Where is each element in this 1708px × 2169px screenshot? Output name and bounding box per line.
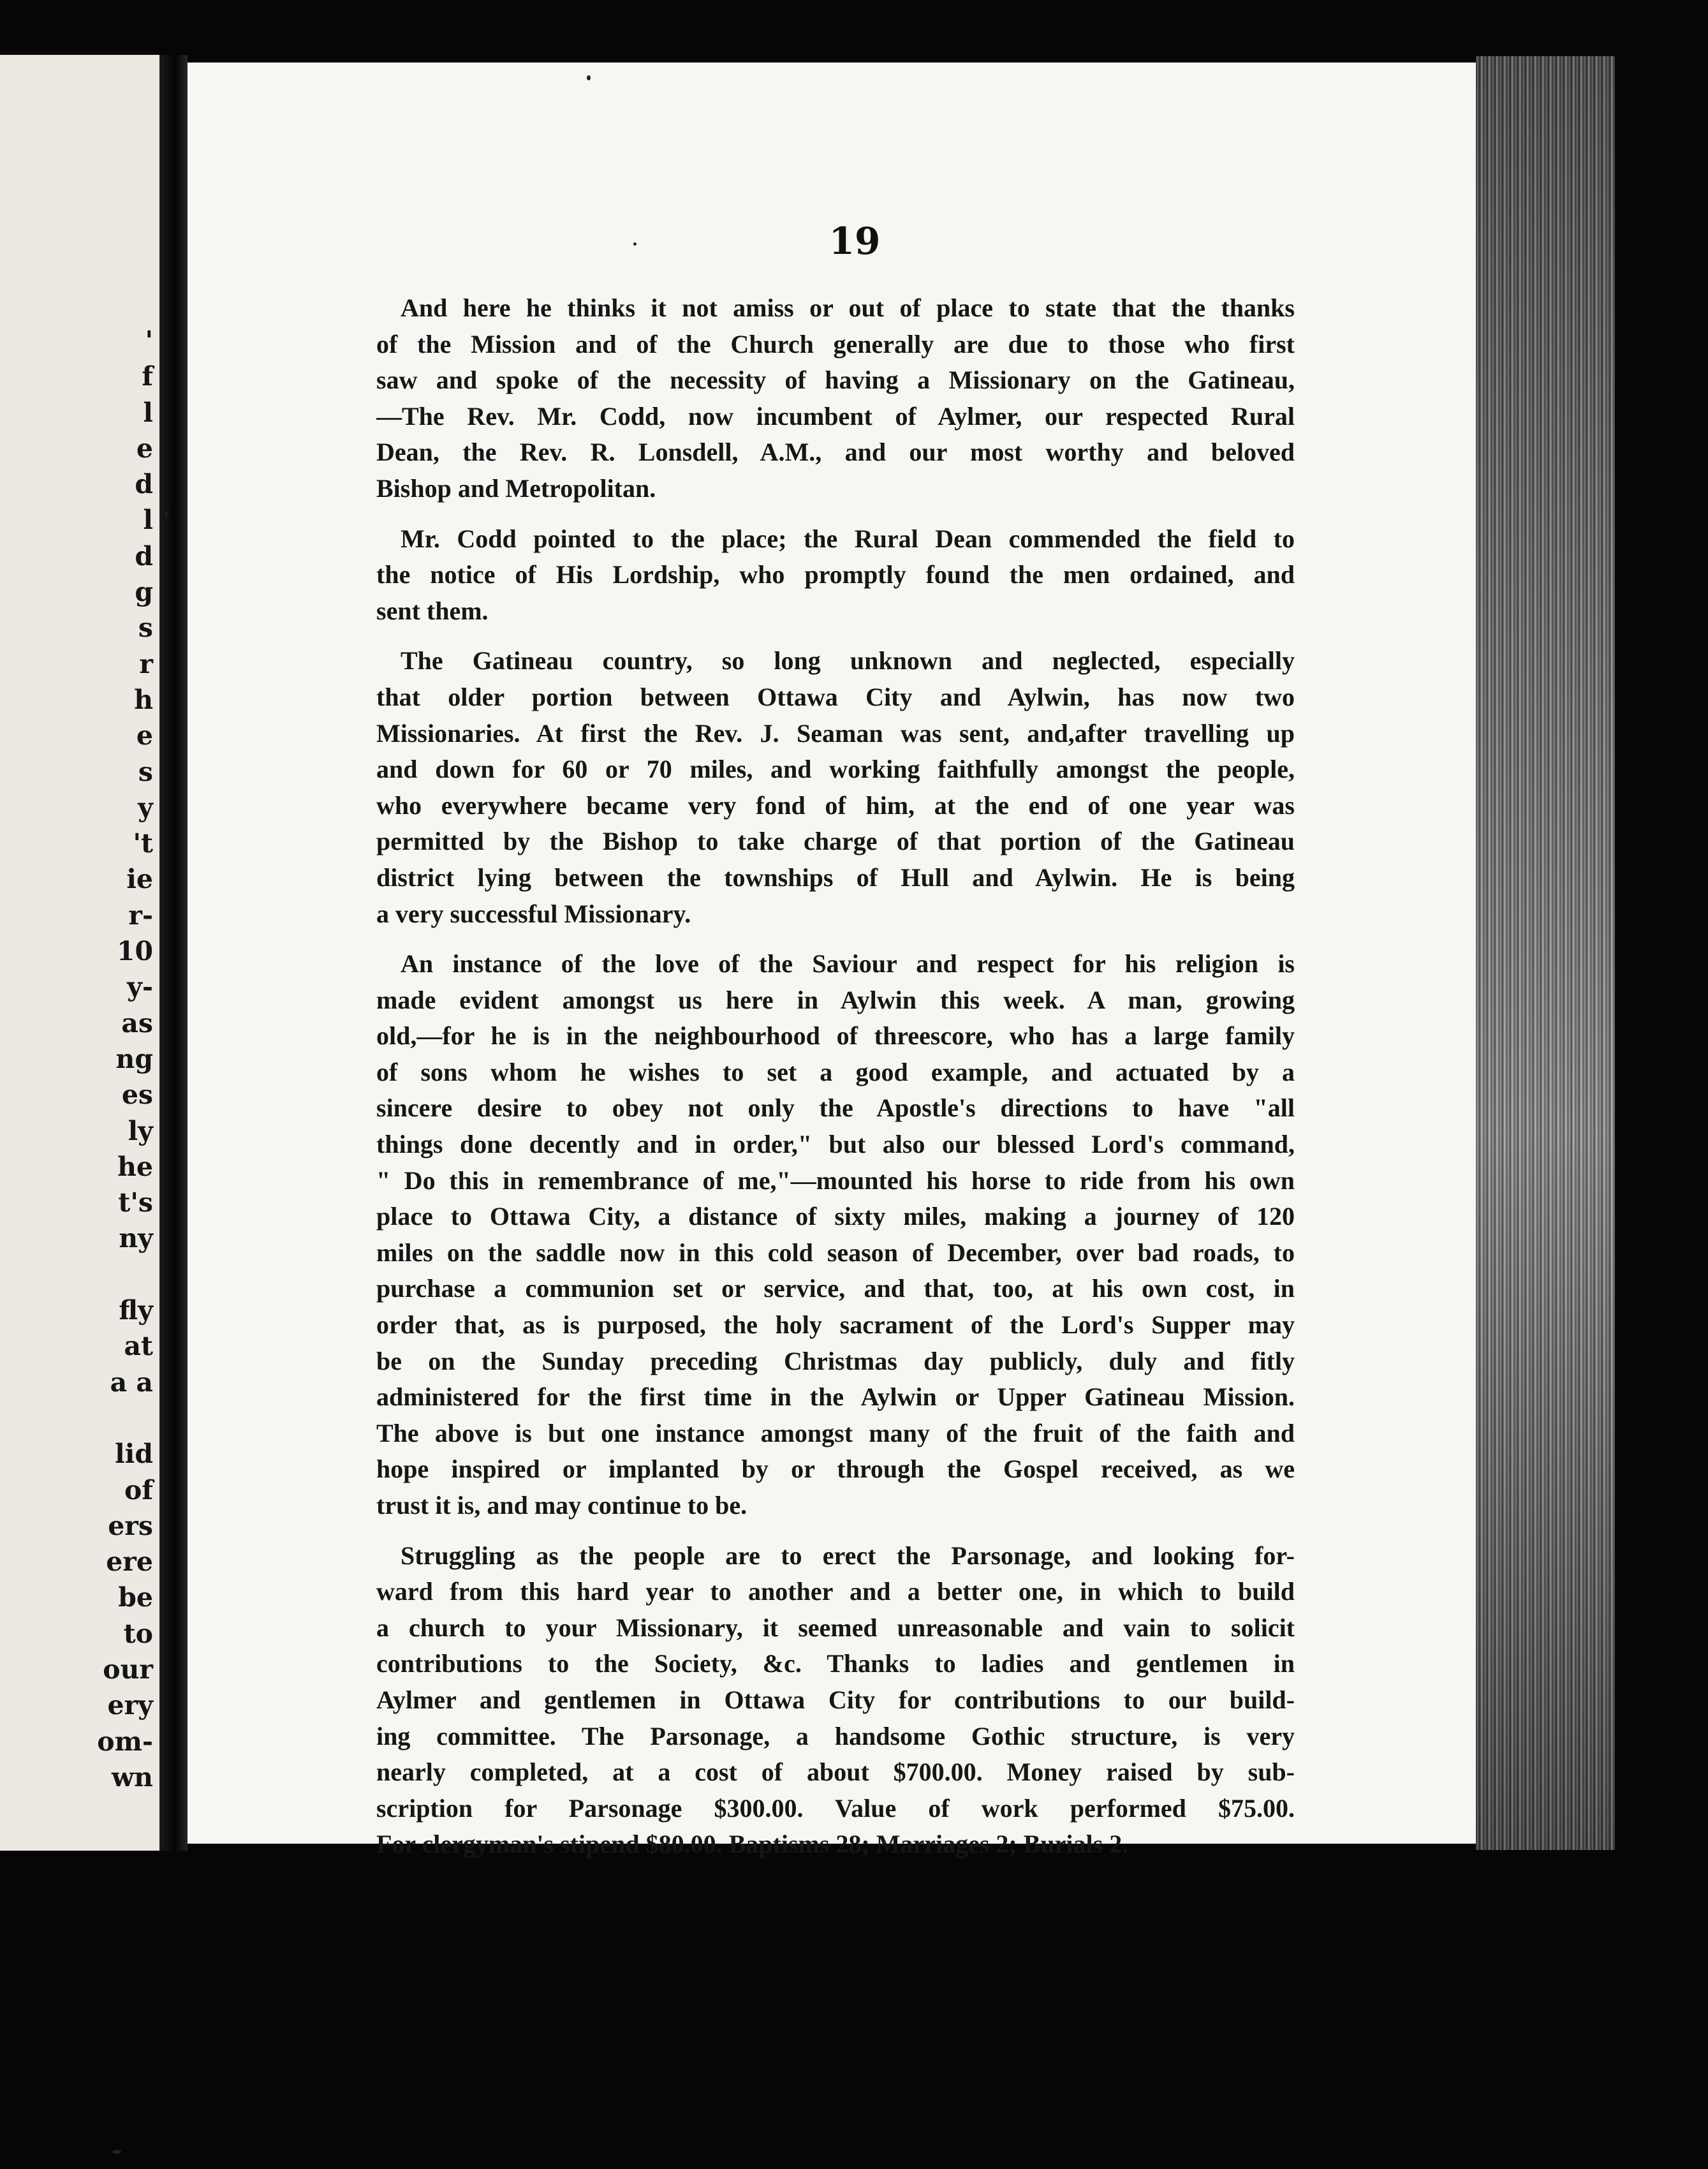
left-page-line-fragment: fly: [119, 1295, 153, 1326]
left-page-line-fragment: 10: [116, 936, 153, 967]
text-line: place to Ottawa City, a distance of sixty miles, making a journey of 120: [376, 1202, 1295, 1231]
paragraph: [376, 290, 1295, 507]
text-line: trust it is, and may continue to be.: [376, 1491, 747, 1520]
page-edge-stack: [1476, 56, 1615, 1850]
text-line: ward from this hard year to another and a better one, in which to build: [376, 1577, 1295, 1606]
paragraph: [376, 946, 1295, 1524]
text-line: permitted by the Bishop to take charge of that portion of the Gatineau: [376, 827, 1295, 856]
ink-speck: [587, 75, 591, 80]
text-line: nearly completed, at a cost of about $700.00. Money raised by sub-: [376, 1758, 1295, 1787]
text-line: Struggling as the people are to erect the Parsonage, and looking for-: [401, 1541, 1295, 1570]
text-line: scription for Parsonage $300.00. Value of work performed $75.00.: [376, 1793, 1295, 1823]
left-page-line-fragment: t's: [118, 1187, 153, 1218]
text-line: ing committee. The Parsonage, a handsome Gothic structure, is very: [376, 1721, 1295, 1751]
left-page-line-fragment: f: [142, 361, 153, 392]
left-page-line-fragment: [77, 1400, 153, 1436]
text-line: Missionaries. At first the Rev. J. Seaman was sent, and,after travelling up: [376, 718, 1295, 748]
left-page-line-fragment: h: [134, 684, 153, 715]
text-line: The above is but one instance amongst many of the fruit of the faith and: [376, 1418, 1295, 1447]
left-page-line-fragment: r: [139, 648, 153, 679]
left-page-line-fragment: e: [136, 720, 153, 751]
text-line: that older portion between Ottawa City and Aylwin, has now two: [376, 682, 1295, 711]
left-page-line-fragment: be: [118, 1582, 153, 1613]
left-page-line-fragment: wn: [111, 1761, 153, 1793]
text-line: order that, as is purposed, the holy sacrament of the Lord's Supper may: [376, 1310, 1295, 1340]
left-page-line-fragment: ers: [108, 1510, 153, 1541]
left-page-line-fragment: r-: [128, 899, 153, 931]
text-line: Mr. Codd pointed to the place; the Rural Dean commended the field to: [401, 524, 1295, 553]
left-page-line-fragment: [77, 1257, 153, 1292]
text-line: a church to your Missionary, it seemed unreasonable and vain to solicit: [376, 1613, 1295, 1642]
text-line: Aylmer and gentlemen in Ottawa City for contributions to our build-: [376, 1685, 1295, 1714]
left-page-line-fragment: d: [135, 469, 153, 500]
left-page-line-fragment: g: [135, 577, 153, 608]
text-line: of the Mission and of the Church generally are due to those who first: [376, 329, 1295, 359]
text-line: sent them.: [376, 596, 489, 625]
text-line: purchase a communion set or service, and that, too, at his own cost, in: [376, 1274, 1295, 1303]
margin-mark: ‹: [163, 503, 171, 524]
left-page-line-fragment: ery: [107, 1690, 153, 1721]
left-page-line-fragment: ng: [115, 1043, 153, 1074]
paragraph: [376, 1538, 1295, 1863]
left-page-line-fragment: of: [124, 1474, 153, 1506]
paragraph: [376, 643, 1295, 932]
body-text: [376, 290, 1295, 1877]
left-page-line-fragment: s: [138, 756, 153, 787]
paragraph: [376, 521, 1295, 630]
left-page-line-fragment: es: [121, 1079, 153, 1111]
left-page-text-fragments: [77, 323, 153, 1795]
left-page-line-fragment: lid: [115, 1439, 153, 1470]
page-number: 19: [828, 219, 881, 263]
left-page-line-fragment: y: [138, 792, 153, 823]
left-page-line-fragment: our: [103, 1654, 153, 1685]
text-line: district lying between the townships of Hull and Aylwin. He is being: [376, 862, 1295, 892]
text-line: miles on the saddle now in this cold season of December, over bad roads, to: [376, 1238, 1295, 1267]
text-line: And here he thinks it not amiss or out of place to state that the thanks: [401, 293, 1295, 322]
left-page-line-fragment: at: [124, 1331, 153, 1362]
text-line: a very successful Missionary.: [376, 899, 691, 928]
text-line: sincere desire to obey not only the Apostle's directions to have "all: [376, 1093, 1295, 1123]
text-line: Dean, the Rev. R. Lonsdell, A.M., and our most worthy and beloved: [376, 438, 1295, 467]
text-line: old,—for he is in the neighbourhood of threescore, who has a large family: [376, 1021, 1295, 1051]
left-page-line-fragment: 't: [133, 828, 153, 859]
left-page-line-fragment: s: [138, 612, 153, 644]
left-page-line-fragment: he: [117, 1151, 153, 1182]
text-line: The Gatineau country, so long unknown and neglected, especially: [401, 646, 1295, 676]
left-page-line-fragment: l: [143, 505, 153, 536]
text-line: things done decently and in order," but also our blessed Lord's command,: [376, 1130, 1295, 1159]
text-line: For clergyman's stipend $80.00. Baptisms 28; Marriages 2; Burials 2.: [376, 1830, 1129, 1859]
left-page-line-fragment: ere: [106, 1546, 153, 1578]
text-line: Bishop and Metropolitan.: [376, 473, 656, 503]
text-line: saw and spoke of the necessity of having a Missionary on the Gatineau,: [376, 366, 1295, 395]
left-page-line-fragment: ': [145, 325, 153, 356]
text-line: An instance of the love of the Saviour and respect for his religion is: [401, 949, 1295, 979]
text-line: be on the Sunday preceding Christmas day publicly, duly and fitly: [376, 1346, 1295, 1375]
ink-speck: [112, 2150, 121, 2154]
left-page-line-fragment: d: [135, 540, 153, 572]
text-line: made evident amongst us here in Aylwin this week. A man, growing: [376, 985, 1295, 1014]
left-page-line-fragment: l: [143, 397, 153, 428]
text-line: " Do this in remembrance of me,"—mounted his horse to ride from his own: [376, 1166, 1295, 1195]
left-page-line-fragment: to: [123, 1618, 153, 1649]
left-page-line-fragment: ny: [119, 1223, 153, 1254]
text-line: administered for the first time in the Aylwin or Upper Gatineau Mission.: [376, 1382, 1295, 1412]
left-page-line-fragment: e: [136, 433, 153, 464]
ink-speck: [633, 242, 637, 246]
left-page-line-fragment: om-: [97, 1726, 153, 1757]
text-line: and down for 60 or 70 miles, and working faithfully amongst the people,: [376, 755, 1295, 784]
left-page-line-fragment: y-: [127, 972, 153, 1003]
left-page-line-fragment: ie: [126, 864, 153, 895]
left-page-fragment: [0, 55, 159, 1851]
text-line: who everywhere became very fond of him, at the end of one year was: [376, 790, 1295, 820]
text-line: of sons whom he wishes to set a good example, and actuated by a: [376, 1057, 1295, 1086]
book-gutter: [159, 55, 188, 1851]
text-line: —The Rev. Mr. Codd, now incumbent of Aylmer, our respected Rural: [376, 401, 1295, 431]
left-page-line-fragment: a a: [110, 1366, 153, 1398]
left-page-line-fragment: ly: [128, 1115, 153, 1146]
text-line: hope inspired or implanted by or through the Gospel received, as we: [376, 1455, 1295, 1484]
left-page-line-fragment: as: [121, 1007, 153, 1039]
text-line: contributions to the Society, &c. Thanks to ladies and gentlemen in: [376, 1649, 1295, 1678]
text-line: the notice of His Lordship, who promptly found the men ordained, and: [376, 560, 1295, 589]
